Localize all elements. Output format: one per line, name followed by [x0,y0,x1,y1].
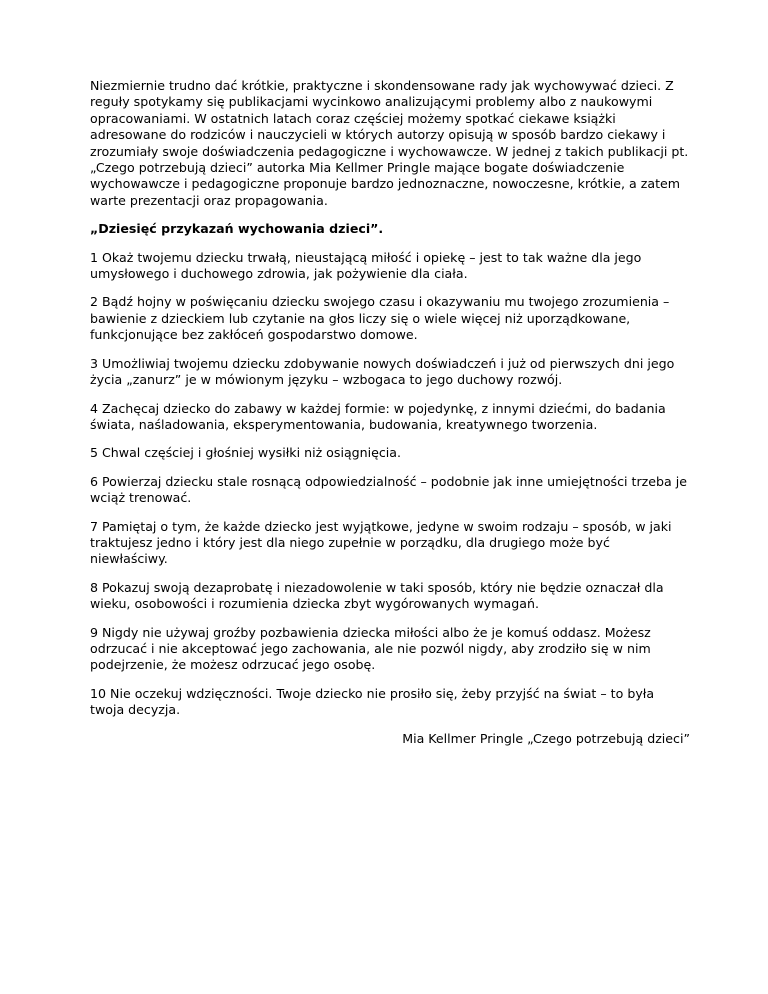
commandment-1: 1 Okaż twojemu dziecku trwałą, nieustającą miłość i opiekę – jest to tak ważne dla jego umysłowego i duchowego zdrowia, jak pożywienie dla ciała. [90,249,642,282]
commandment-7: 7 Pamiętaj o tym, że każde dziecko jest wyjątkowe, jedyne w swoim rodzaju – sposób, w jaki traktujesz jedno i który jest dla niego zupełnie w porządku, dla drugiego może być niewłaściwy. [90,518,672,567]
commandment-6: 6 Powierzaj dziecku stale rosnącą odpowiedzialność – podobnie jak inne umiejętności trzeba je wciąż trenować. [90,473,687,506]
commandment-2: 2 Bądź hojny w poświęcaniu dziecku swojego czasu i okazywaniu mu twojego zrozumienia – bawienie z dzieckiem lub czytanie na głos liczy się o wiele więcej niż uporządkowane, funkcjonujące bez zakłóceń gospodarstwo domowe. [90,294,670,343]
source-signature: Mia Kellmer Pringle „Czego potrzebują dzieci” [402,730,690,746]
section-heading: „Dziesięć przykazań wychowania dzieci”. [90,221,384,237]
document-page [90,78,690,747]
commandment-9: 9 Nigdy nie używaj groźby pozbawienia dziecka miłości albo że je komuś oddasz. Możesz odrzucać i nie akceptować jego zachowania, ale nie pozwól nigdy, aby zrodziło się w nim podejrzenie, że możesz odrzucać jego osobę. [90,624,651,673]
commandment-5: 5 Chwal częściej i głośniej wysiłki niż osiągnięcia. [90,445,402,461]
commandment-10: 10 Nie oczekuj wdzięczności. Twoje dziecko nie prosiło się, żeby przyjść na świat – to była twoja decyzja. [90,685,655,718]
commandment-8: 8 Pokazuj swoją dezaprobatę i niezadowolenie w taki sposób, który nie będzie oznaczał dla wieku, osobowości i rozumienia dziecka zbyt wygórowanych wymagań. [90,579,664,612]
commandment-3: 3 Umożliwiaj twojemu dziecku zdobywanie nowych doświadczeń i już od pierwszych dni jego życia „zanurz” je w mówionym języku – wzbogaca to jego duchowy rozwój. [90,355,675,388]
intro-paragraph: Niezmiernie trudno dać krótkie, praktyczne i skondensowane rady jak wychowywać dzieci. Z reguły spotykamy się publikacjami wycinkowo analizującymi problemy albo z naukowymi opracowaniami. W ostatnich latach coraz częściej możemy spotkać ciekawe książki adresowane do rodziców i nauczycieli w których autorzy opisują w sposób bardzo ciekawy i zrozumiały swoje doświadczenia pedagogiczne i wychowawcze. W jednej z takich publikacji pt. „Czego potrzebują dzieci” autorka Mia Kellmer Pringle mające bogate doświadczenie wychowawcze i pedagogiczne proponuje bardzo jednoznaczne, nowoczesne, krótkie, a zatem warte prezentacji oraz propagowania. [90,78,689,208]
commandment-4: 4 Zachęcaj dziecko do zabawy w każdej formie: w pojedynkę, z innymi dziećmi, do badania świata, naśladowania, eksperymentowania, budowania, kreatywnego tworzenia. [90,400,666,432]
